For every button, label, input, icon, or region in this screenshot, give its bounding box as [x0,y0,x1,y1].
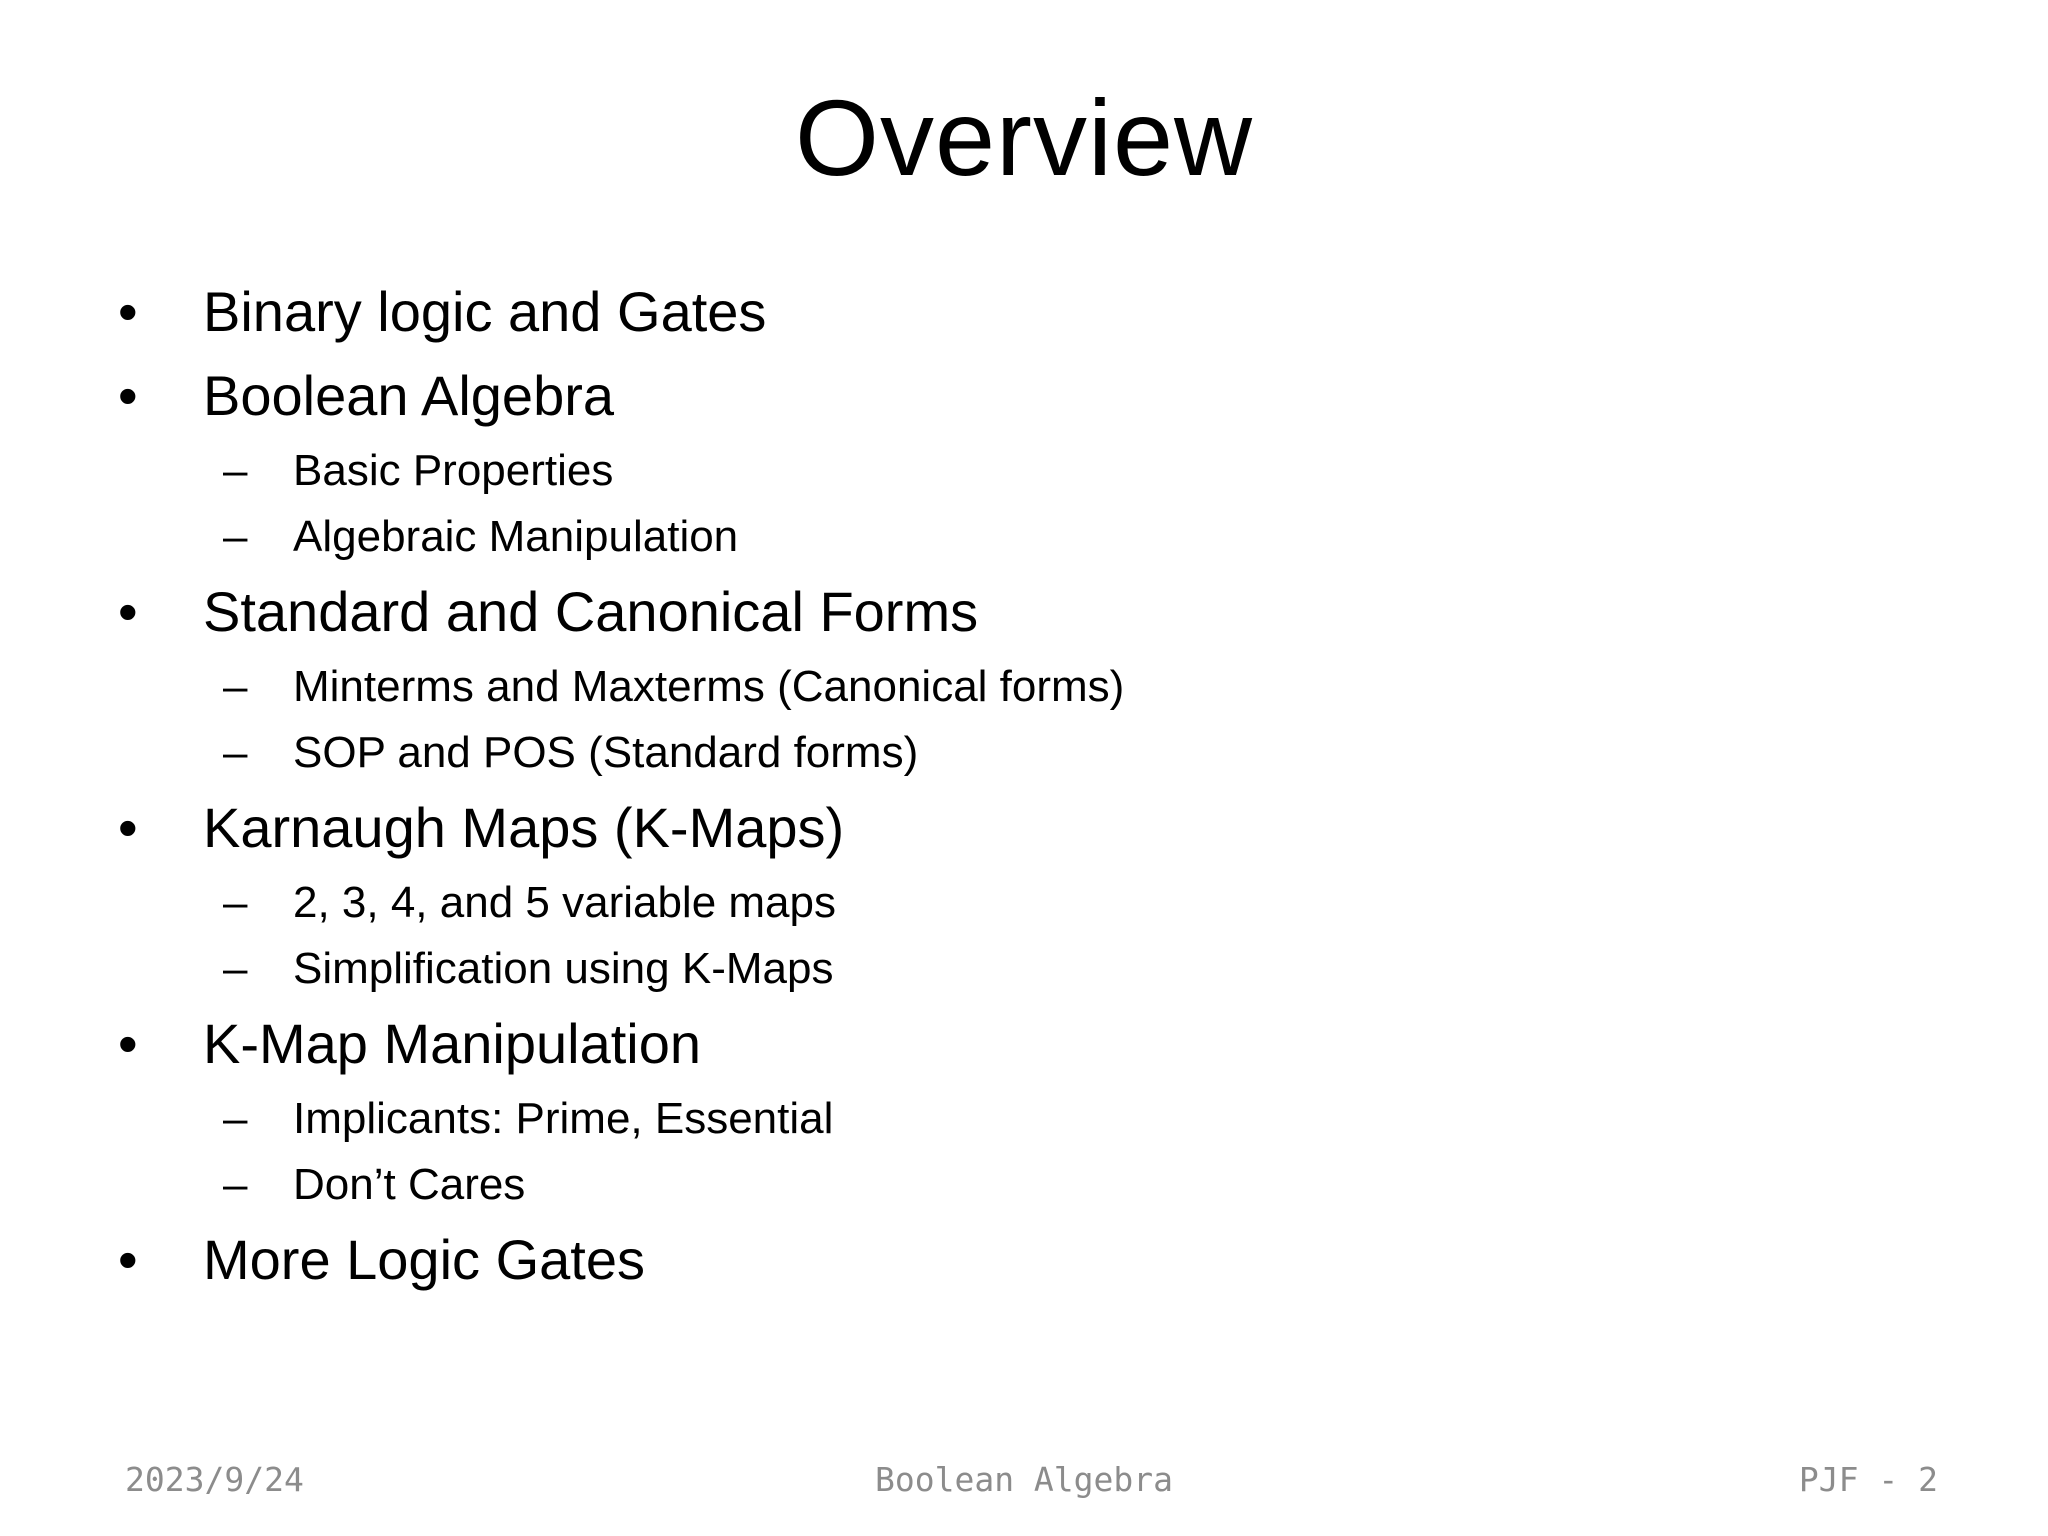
bullet-text: Binary logic and Gates [203,280,767,343]
sub-bullet-item [118,1152,1918,1218]
bullet-icon: • [118,364,138,427]
dash-icon: – [223,1160,248,1209]
bullet-text: K-Map Manipulation [203,1012,702,1075]
bullet-text: Karnaugh Maps (K-Maps) [203,796,845,859]
sub-bullet-list [118,438,1918,570]
bullet-item [118,354,1918,438]
bullet-text: More Logic Gates [203,1228,645,1291]
dash-icon: – [223,446,248,495]
sub-bullet-item [118,936,1918,1002]
sub-bullet-text: Minterms and Maxterms (Canonical forms) [293,662,1125,711]
sub-bullet-item [118,870,1918,936]
sub-bullet-list [118,870,1918,1002]
sub-bullet-text: Implicants: Prime, Essential [293,1094,834,1143]
sub-bullet-item [118,720,1918,786]
sub-bullet-item [118,1086,1918,1152]
bullet-icon: • [118,1012,138,1075]
dash-icon: – [223,728,248,777]
slide-title: Overview [794,77,1254,198]
bullet-icon: • [118,280,138,343]
bullet-item [118,570,1918,654]
sub-bullet-text: Algebraic Manipulation [293,512,739,561]
bullet-item [118,1002,1918,1086]
footer-topic: Boolean Algebra [874,1460,1173,1499]
sub-bullet-text: SOP and POS (Standard forms) [293,728,919,777]
bullet-item [118,1218,1918,1302]
sub-bullet-text: Basic Properties [293,446,614,495]
bullet-item [118,270,1918,354]
sub-bullet-list [118,1086,1918,1218]
sub-bullet-text: Simplification using K-Maps [293,944,834,993]
bullet-icon: • [118,1228,138,1291]
footer-date: 2023/9/24 [125,1460,304,1499]
bullet-icon: • [118,580,138,643]
sub-bullet-list [118,654,1918,786]
bullet-text: Standard and Canonical Forms [203,580,979,643]
sub-bullet-item [118,504,1918,570]
dash-icon: – [223,662,248,711]
bullet-item [118,786,1918,870]
sub-bullet-item [118,654,1918,720]
dash-icon: – [223,1094,248,1143]
sub-bullet-text: Don’t Cares [293,1160,526,1209]
sub-bullet-item [118,438,1918,504]
bullet-icon: • [118,796,138,859]
dash-icon: – [223,512,248,561]
sub-bullet-text: 2, 3, 4, and 5 variable maps [293,878,836,927]
footer-page-number: PJF - 2 [1798,1460,1938,1499]
dash-icon: – [223,944,248,993]
bullet-text: Boolean Algebra [203,364,615,427]
bullet-list [118,270,1918,1302]
dash-icon: – [223,878,248,927]
